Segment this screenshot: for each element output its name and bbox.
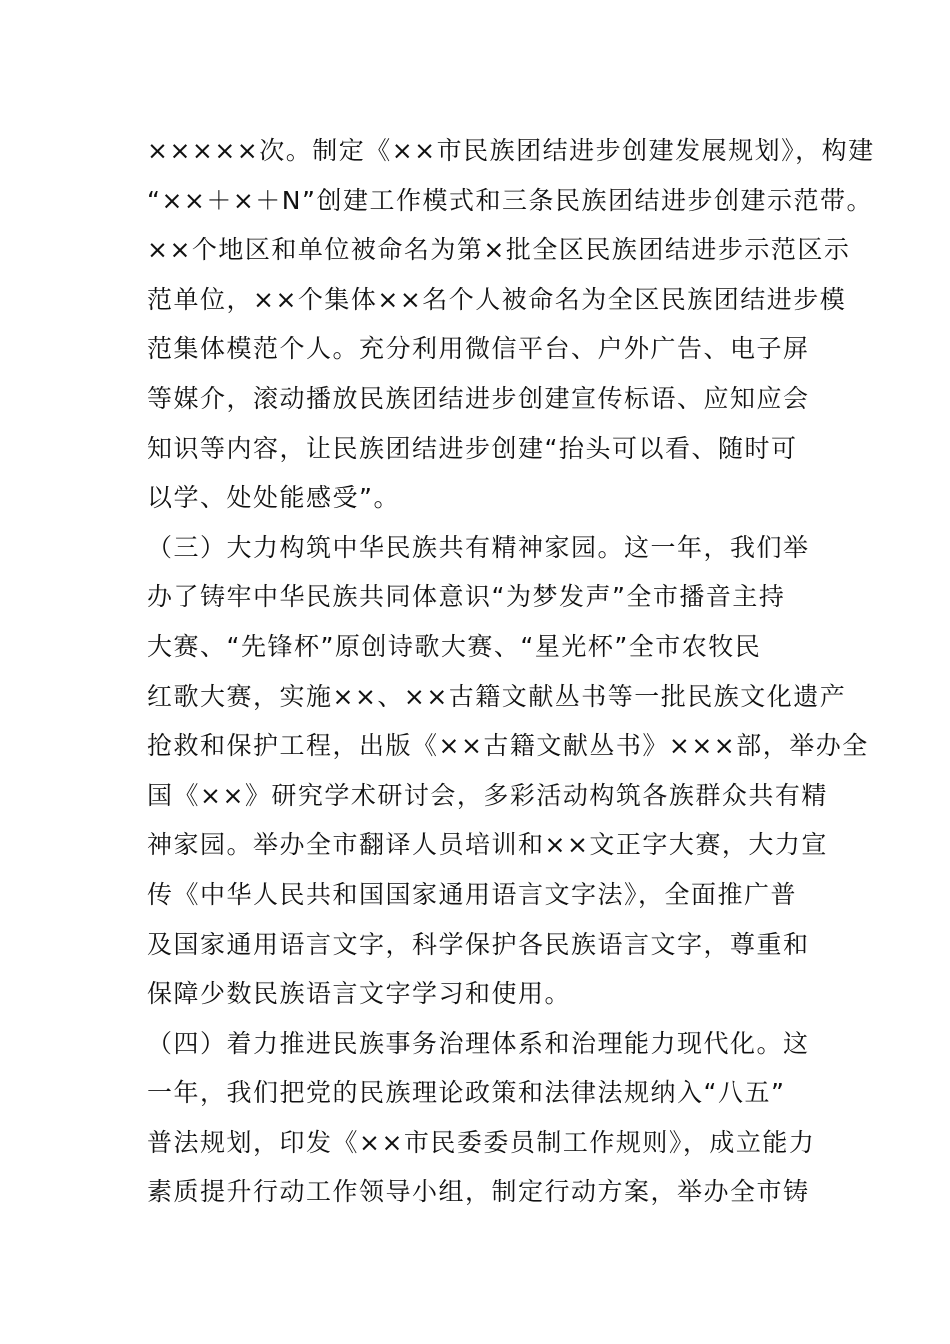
section-heading-line: （四）着力推进民族事务治理体系和治理能力现代化。这: [147, 1028, 810, 1058]
text-line: 国《××》研究学术研讨会，多彩活动构筑各族群众共有精: [147, 780, 828, 810]
text-line: 传《中华人民共和国国家通用语言文字法》，全面推广普: [147, 879, 798, 909]
text-line: 素质提升行动工作领导小组，制定行动方案，举办全市铸: [147, 1177, 810, 1207]
text-line: 办了铸牢中华民族共同体意识“为梦发声”全市播音主持: [147, 582, 786, 612]
text-line: 红歌大赛，实施××、××古籍文献丛书等一批民族文化遗产: [147, 681, 847, 711]
text-line: “××＋×＋N”创建工作模式和三条民族团结进步创建示范带。: [147, 185, 873, 215]
document-body: [147, 126, 875, 1217]
text-line: 大赛、“先锋杯”原创诗歌大赛、“星光杯”全市农牧民: [147, 631, 762, 661]
text-line: ×××××次。制定《××市民族团结进步创建发展规划》，构建: [147, 136, 875, 165]
text-line: 等媒介，滚动播放民族团结进步创建宣传标语、应知应会: [147, 383, 810, 413]
text-line: 范集体模范个人。充分利用微信平台、户外广告、电子屏: [147, 334, 810, 364]
text-line: 范单位，××个集体××名个人被命名为全区民族团结进步模: [147, 284, 847, 314]
text-line: 以学、处处能感受”。: [147, 483, 400, 513]
text-line: 一年，我们把党的民族理论政策和法律法规纳入“八五”: [147, 1078, 786, 1108]
text-line: 保障少数民族语言文字学习和使用。: [147, 979, 572, 1009]
section-heading-line: （三）大力构筑中华民族共有精神家园。这一年，我们举: [147, 532, 810, 562]
text-line: 知识等内容，让民族团结进步创建“抬头可以看、随时可: [147, 433, 798, 463]
text-line: 神家园。举办全市翻译人员培训和××文正字大赛，大力宣: [147, 830, 828, 860]
text-line: 及国家通用语言文字，科学保护各民族语言文字，尊重和: [147, 929, 810, 959]
text-line: ××个地区和单位被命名为第×批全区民族团结进步示范区示: [147, 235, 851, 265]
text-line: 抢救和保护工程，出版《××古籍文献丛书》×××部，举办全: [147, 731, 869, 761]
text-line: 普法规划，印发《××市民委委员制工作规则》，成立能力: [147, 1127, 816, 1157]
